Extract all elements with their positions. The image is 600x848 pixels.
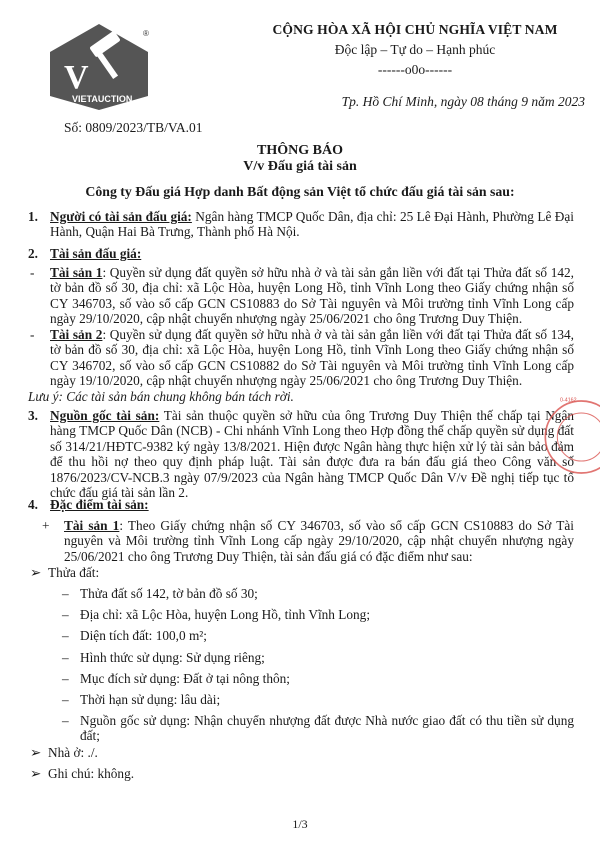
- land-item: – Thửa đất số 142, tờ bản đồ số 30;: [62, 586, 258, 601]
- land-item: – Nguồn gốc sử dụng: Nhận chuyển nhượng đất được Nhà nước giao đất có thu tiền sử dụng đất;: [62, 713, 574, 744]
- company-seal-stamp: [540, 362, 600, 512]
- land-item: – Diện tích đất: 100,0 m²;: [62, 628, 207, 643]
- arrow-bullet-icon: ➢: [30, 745, 42, 760]
- house-line: ➢ Nhà ở: ./.: [30, 745, 98, 760]
- section-heading: Đặc điểm tài sản:: [50, 497, 149, 512]
- section-heading: Tài sản đấu giá:: [50, 246, 142, 261]
- land-item: – Hình thức sử dụng: Sử dụng riêng;: [62, 650, 265, 665]
- section-4: [28, 497, 574, 512]
- intro-line: Công ty Đấu giá Hợp danh Bất động sản Việt tổ chức đấu giá tài sản sau:: [85, 184, 515, 199]
- registered-mark: ®: [143, 29, 149, 38]
- asset-text: : Quyền sử dụng đất quyền sở hữu nhà ở và tài sản gắn liền với đất tại Thửa đất số 134, tờ bản đồ số 30, địa chỉ: xã Lộc Hòa, huyện Long Hồ, tỉnh Vĩnh Long theo Giấy chứng nhận số CY 346702, số vào sổ cấp GCN CS10882 do Sở Tài nguyên và Môi trường tỉnh Vĩnh Long cấp ngày 19/10/2020, cập nhật chuyển nhượng ngày 25/06/2021 cho ông Trương Duy Thiện.: [50, 327, 574, 389]
- page-number: 1/3: [292, 817, 308, 831]
- feature-asset-1: [28, 518, 574, 564]
- asset-text: : Theo Giấy chứng nhận số CY 346703, số vào sổ cấp GCN CS10883 do Sở Tài nguyên và Môi trường tỉnh Vĩnh Long cấp ngày 29/10/2020, cập nhật chuyển nhượng ngày 25/06/2021 cho ông Trương Duy Thiện, tài sản đấu giá có đặc điểm như sau:: [64, 518, 574, 564]
- arrow-bullet-icon: ➢: [30, 766, 42, 781]
- asset-label: Tài sản 1: [50, 265, 103, 280]
- header-divider: ------o0o------: [377, 62, 453, 77]
- nation-name: CỘNG HÒA XÃ HỘI CHỦ NGHĨA VIỆT NAM: [272, 22, 558, 37]
- section-1: [28, 209, 574, 240]
- national-motto: Độc lập – Tự do – Hạnh phúc: [334, 42, 496, 57]
- section-num: 1.: [28, 209, 38, 224]
- asset-label: Tài sản 2: [50, 327, 103, 342]
- issue-date: Tp. Hồ Chí Minh, ngày 08 tháng 9 năm 2023: [341, 94, 585, 109]
- section-2: [28, 246, 574, 261]
- doc-title: THÔNG BÁO: [257, 143, 343, 158]
- asset-2: - Tài sản 2: Quyền sử dụng đất quyền sở hữu nhà ở và tài sản gắn liền với đất tại Thửa đất số 134, tờ bản đồ số 30, địa chỉ: xã Lộc Hòa, huyện Long Hồ, tỉnh Vĩnh Long theo Giấy chứng nhận số CY 346702, số vào sổ cấp GCN CS10882 do Sở Tài nguyên và Môi trường tỉnh Vĩnh Long cấp ngày 19/10/2020, cập nhật chuyển nhượng ngày 25/06/2021 cho ông Trương Duy Thiện.: [30, 327, 574, 389]
- section-heading: Nguồn gốc tài sản:: [50, 408, 160, 423]
- doc-subtitle: V/v Đấu giá tài sản: [243, 159, 357, 174]
- land-item: – Thời hạn sử dụng: lâu dài;: [62, 692, 221, 707]
- logo-brand: VIETAUCTION: [72, 94, 133, 104]
- section-num: 2.: [28, 246, 38, 261]
- document-number: Số: 0809/2023/TB/VA.01: [64, 120, 203, 135]
- plus-bullet: +: [42, 518, 50, 533]
- section-num: 3.: [28, 408, 38, 423]
- arrow-bullet-icon: ➢: [30, 565, 42, 580]
- national-header: [250, 22, 580, 78]
- section-text: Ngân hàng TMCP Quốc Dân, địa chỉ: 25 Lê Đại Hành, Phường Lê Đại Hành, Quận Hai Bà Trưng, Thành phố Hà Nội.: [50, 209, 575, 240]
- land-item: – Mục đích sử dụng: Đất ở tại nông thôn;: [62, 671, 290, 686]
- asset-1: - Tài sản 1: Quyền sử dụng đất quyền sở hữu nhà ở và tài sản gắn liền với đất tại Thửa đất số 142, tờ bản đồ số 30, địa chỉ: xã Lộc Hòa, huyện Long Hồ, tỉnh Vĩnh Long theo Giấy chứng nhận số CY 346703, số vào sổ cấp GCN CS10883 do Sở Tài nguyên và Môi trường tỉnh Vĩnh Long cấp ngày 29/10/2020, cập nhật chuyển nhượng ngày 25/06/2021 cho ông Trương Duy Thiện.: [30, 265, 574, 327]
- section-text: Tài sản thuộc quyền sở hữu của ông Trương Duy Thiện thế chấp tại Ngân hàng TMCP Quốc Dân (NCB) - Chi nhánh Vĩnh Long theo Hợp đồng thế chấp quyền sử dụng đất số 314/21/HĐTC-9382 ký ngày 13/8/2021. Hiện được Ngân hàng thực hiện xử lý tài sản bảo đảm để thu hồi nợ theo quy định pháp luật. Tài sản được đưa ra bán đấu giá theo Công văn số 1876/2023/CV-NCB.3 ngày 07/9/2023 của Ngân hàng TMCP Quốc Dân V/v Đề nghị tiếp tục tổ chức đấu giá tài sản lần 2.: [50, 408, 574, 501]
- land-heading: ➢ Thửa đất:: [30, 565, 100, 580]
- company-logo: [44, 22, 154, 112]
- note-line: Lưu ý: Các tài sản bán chung không bán tách rời.: [28, 389, 294, 404]
- section-3: [28, 408, 574, 500]
- remark-line: ➢ Ghi chú: không.: [30, 766, 135, 781]
- section-heading: Người có tài sản đấu giá:: [50, 209, 192, 224]
- logo-letter: V: [64, 59, 89, 96]
- land-item: – Địa chỉ: xã Lộc Hòa, huyện Long Hồ, tỉnh Vĩnh Long;: [62, 607, 371, 622]
- asset-text: : Quyền sử dụng đất quyền sở hữu nhà ở và tài sản gắn liền với đất tại Thửa đất số 142, tờ bản đồ số 30, địa chỉ: xã Lộc Hòa, huyện Long Hồ, tỉnh Vĩnh Long theo Giấy chứng nhận số CY 346703, số vào sổ cấp GCN CS10883 do Sở Tài nguyên và Môi trường tỉnh Vĩnh Long cấp ngày 29/10/2020, cập nhật chuyển nhượng ngày 25/06/2021 cho ông Trương Duy Thiện.: [50, 265, 574, 327]
- section-num: 4.: [28, 497, 38, 512]
- seal-code: 0-4162: [560, 397, 577, 404]
- asset-label: Tài sản 1: [64, 518, 120, 533]
